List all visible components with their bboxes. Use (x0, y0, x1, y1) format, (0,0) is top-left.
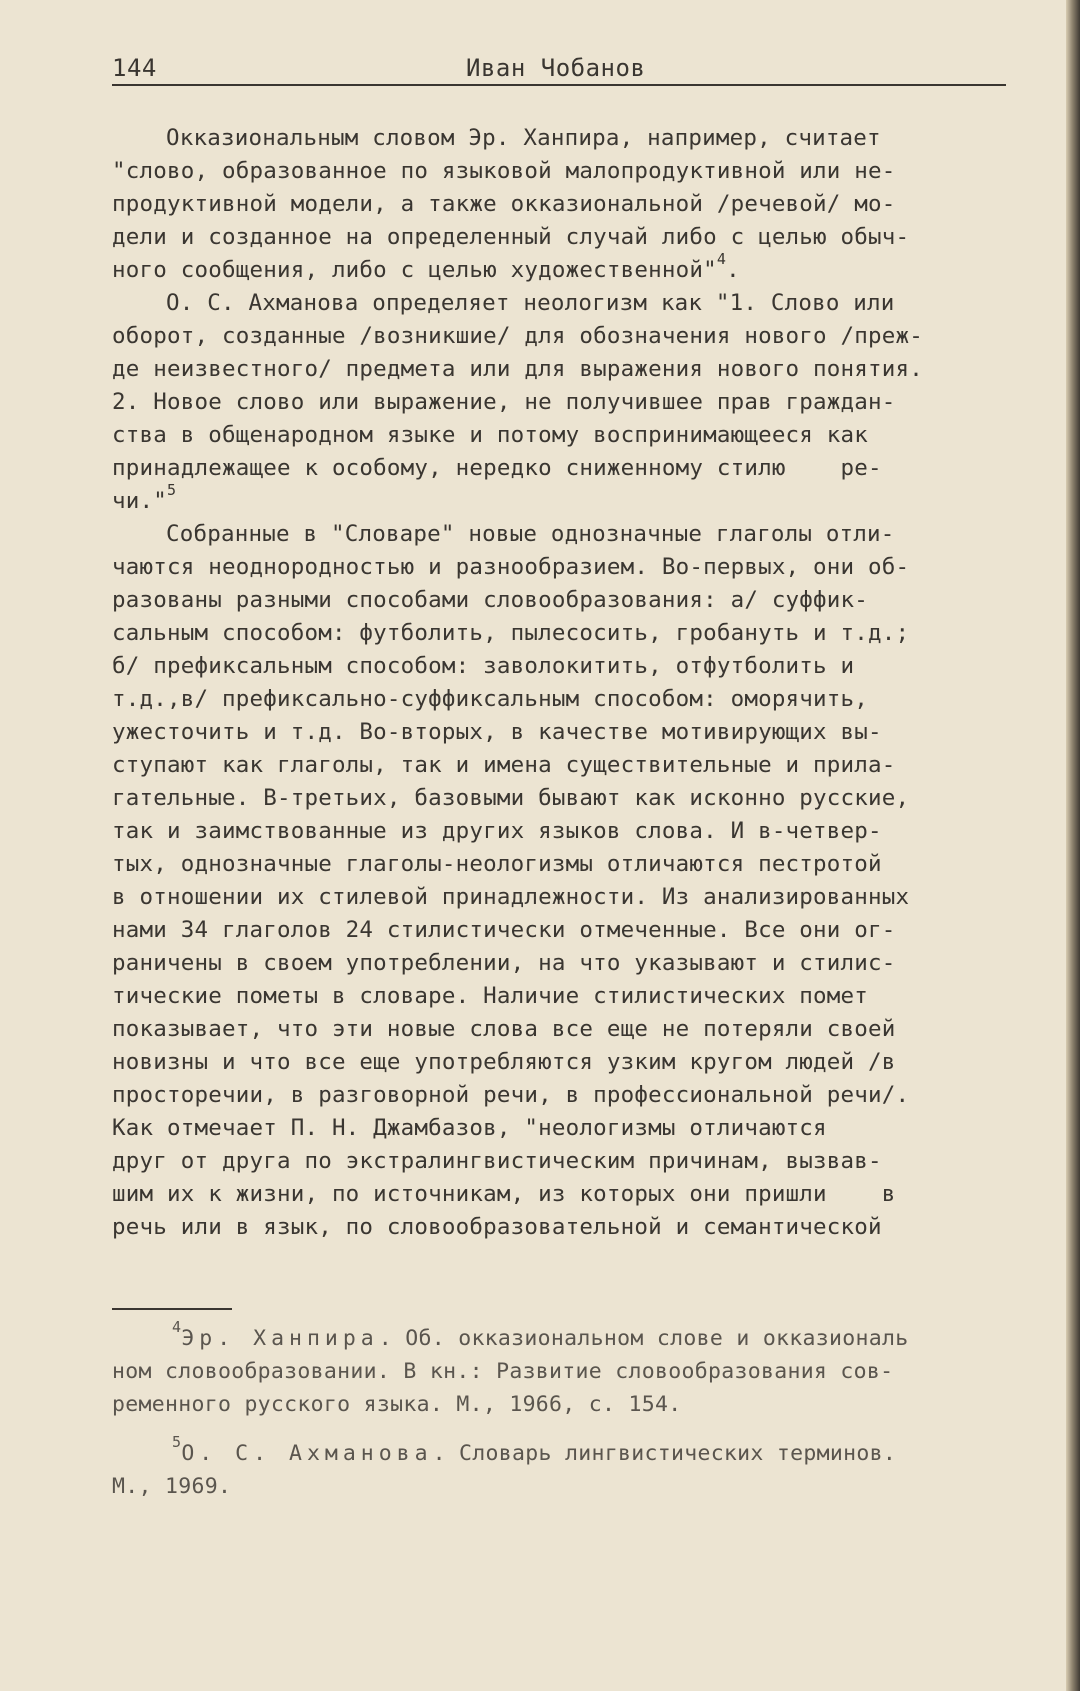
body-text (112, 122, 1032, 1244)
text-line-content: сальным способом: футболить, пылесосить, гробануть и т.д.; (112, 620, 910, 646)
text-line-content: т.д.,в/ префиксально-суффиксальным способом: оморячить, (112, 686, 869, 712)
text-line-content: ступают как глаголы, так и имена существительные и прила- (112, 752, 896, 778)
footnote-line (112, 1470, 1032, 1503)
text-line (112, 1112, 1032, 1145)
text-line-content: тические пометы в словаре. Наличие стилистических помет (112, 983, 869, 1009)
text-line-content: друг от друга по экстралингвистическим причинам, вызвав- (112, 1148, 882, 1174)
text-line-content: шим их к жизни, по источникам, из которых они пришли в (112, 1181, 896, 1207)
text-line-content: чи." (112, 488, 167, 514)
text-line (112, 815, 1032, 848)
footnote-number: 4 (172, 1318, 182, 1336)
text-line (112, 287, 1032, 320)
text-line (112, 452, 1032, 485)
text-line (112, 914, 1032, 947)
text-line-content: новизны и что все еще употребляются узким кругом людей /в (112, 1049, 896, 1075)
text-line (112, 1013, 1032, 1046)
text-line (112, 155, 1032, 188)
footnote-line (112, 1318, 1032, 1355)
text-line-content: Собранные в "Словаре" новые однозначные глаголы отли- (166, 521, 895, 547)
text-line (112, 584, 1032, 617)
footnote-text: М., 1969. (112, 1474, 232, 1499)
text-line-content: речь или в язык, по словообразовательной и семантической (112, 1214, 882, 1240)
text-line (112, 683, 1032, 716)
text-line-content: тых, однозначные глаголы-неологизмы отличаются пестротой (112, 851, 882, 877)
text-line-content: Окказиональным словом Эр. Ханпира, например, считает (166, 125, 881, 151)
text-line-content: чаются неоднородностью и разнообразием. Во-первых, они об- (112, 554, 910, 580)
text-line (112, 617, 1032, 650)
text-line (112, 1046, 1032, 1079)
text-line-content: раничены в своем употреблении, на что указывают и стилис- (112, 950, 896, 976)
text-line-punctuation: . (726, 257, 740, 283)
text-line (112, 122, 1032, 155)
text-line (112, 1145, 1032, 1178)
text-line-content: продуктивной модели, а также окказиональной /речевой/ мо- (112, 191, 896, 217)
text-line-content: разованы разными способами словообразования: а/ суффик- (112, 587, 869, 613)
text-line (112, 518, 1032, 551)
text-line (112, 947, 1032, 980)
footnote-reference: 5 (167, 481, 177, 499)
text-line-content: так и заимствованные из других языков слова. И в-четвер- (112, 818, 882, 844)
running-title: Иван Чобанов (466, 54, 646, 82)
text-line (112, 386, 1032, 419)
text-line-content: просторечии, в разговорной речи, в профессиональной речи/. (112, 1082, 910, 1108)
footnote-text: ном словообразовании. В кн.: Развитие словообразования сов- (112, 1359, 894, 1384)
footnote-number: 5 (172, 1433, 182, 1451)
text-line (112, 419, 1032, 452)
page-header (112, 50, 1006, 84)
text-line (112, 650, 1032, 683)
page-number: 144 (112, 54, 157, 82)
text-line (112, 221, 1032, 254)
text-line-content: 2. Новое слово или выражение, не получившее прав граждан- (112, 389, 896, 415)
text-line (112, 1211, 1032, 1244)
footnotes (112, 1318, 1032, 1503)
text-line-content: де неизвестного/ предмета или для выражения нового понятия. (112, 356, 924, 382)
text-line (112, 481, 1032, 518)
text-line-content: О. С. Ахманова определяет неологизм как "1. Слово или (166, 290, 895, 316)
text-line (112, 749, 1032, 782)
footnote-text: . Словарь лингвистических терминов. (432, 1441, 897, 1466)
text-line (112, 1178, 1032, 1211)
text-line-content: ства в общенародном языке и потому воспринимающееся как (112, 422, 869, 448)
footnote-reference: 4 (716, 250, 727, 268)
text-line-content: ужесточить и т.д. Во-вторых, в качестве мотивирующих вы- (112, 719, 882, 745)
text-line-content: ного сообщения, либо с целью художественной" (112, 257, 717, 283)
text-line-content: б/ префиксальным способом: заволокитить, отфутболить и (112, 653, 855, 679)
text-line-content: нами 34 глаголов 24 стилистически отмеченные. Все они ог- (112, 917, 896, 943)
text-line-content: в отношении их стилевой принадлежности. Из анализированных (112, 884, 910, 910)
text-line (112, 782, 1032, 815)
text-line (112, 551, 1032, 584)
footnote-text: . Об. окказиональном слове и окказиональ (378, 1326, 909, 1351)
footnote-author: О. С. Ахманова (181, 1441, 433, 1466)
footnote-line (112, 1433, 1032, 1470)
footnote-text: ременного русского языка. М., 1966, с. 154. (112, 1392, 682, 1417)
text-line (112, 716, 1032, 749)
text-line (112, 1079, 1032, 1112)
header-rule (112, 84, 1006, 86)
text-line-content: гательные. В-третьих, базовыми бывают как исконно русские, (112, 785, 910, 811)
footnote-gap (112, 1421, 1032, 1437)
footnote-line (112, 1355, 1032, 1388)
text-line-content: дели и созданное на определенный случай либо с целью обыч- (112, 224, 910, 250)
text-line-content: оборот, созданные /возникшие/ для обозначения нового /преж- (112, 323, 924, 349)
text-line (112, 881, 1032, 914)
text-line (112, 980, 1032, 1013)
book-binding-edge (1066, 0, 1080, 1691)
text-line-content: "слово, образованное по языковой малопродуктивной или не- (112, 158, 896, 184)
text-line (112, 188, 1032, 221)
text-line (112, 320, 1032, 353)
text-line (112, 848, 1032, 881)
text-line-content: показывает, что эти новые слова все еще не потеряли своей (112, 1016, 896, 1042)
footnote-separator (112, 1308, 232, 1310)
footnote-author: Эр. Ханпира (181, 1326, 379, 1351)
text-line (112, 250, 1032, 287)
text-line-content: принадлежащее к особому, нередко сниженному стилю ре- (112, 455, 882, 481)
text-line-content: Как отмечает П. Н. Джамбазов, "неологизмы отличаются (112, 1115, 827, 1141)
text-line (112, 353, 1032, 386)
footnote-line (112, 1388, 1032, 1421)
